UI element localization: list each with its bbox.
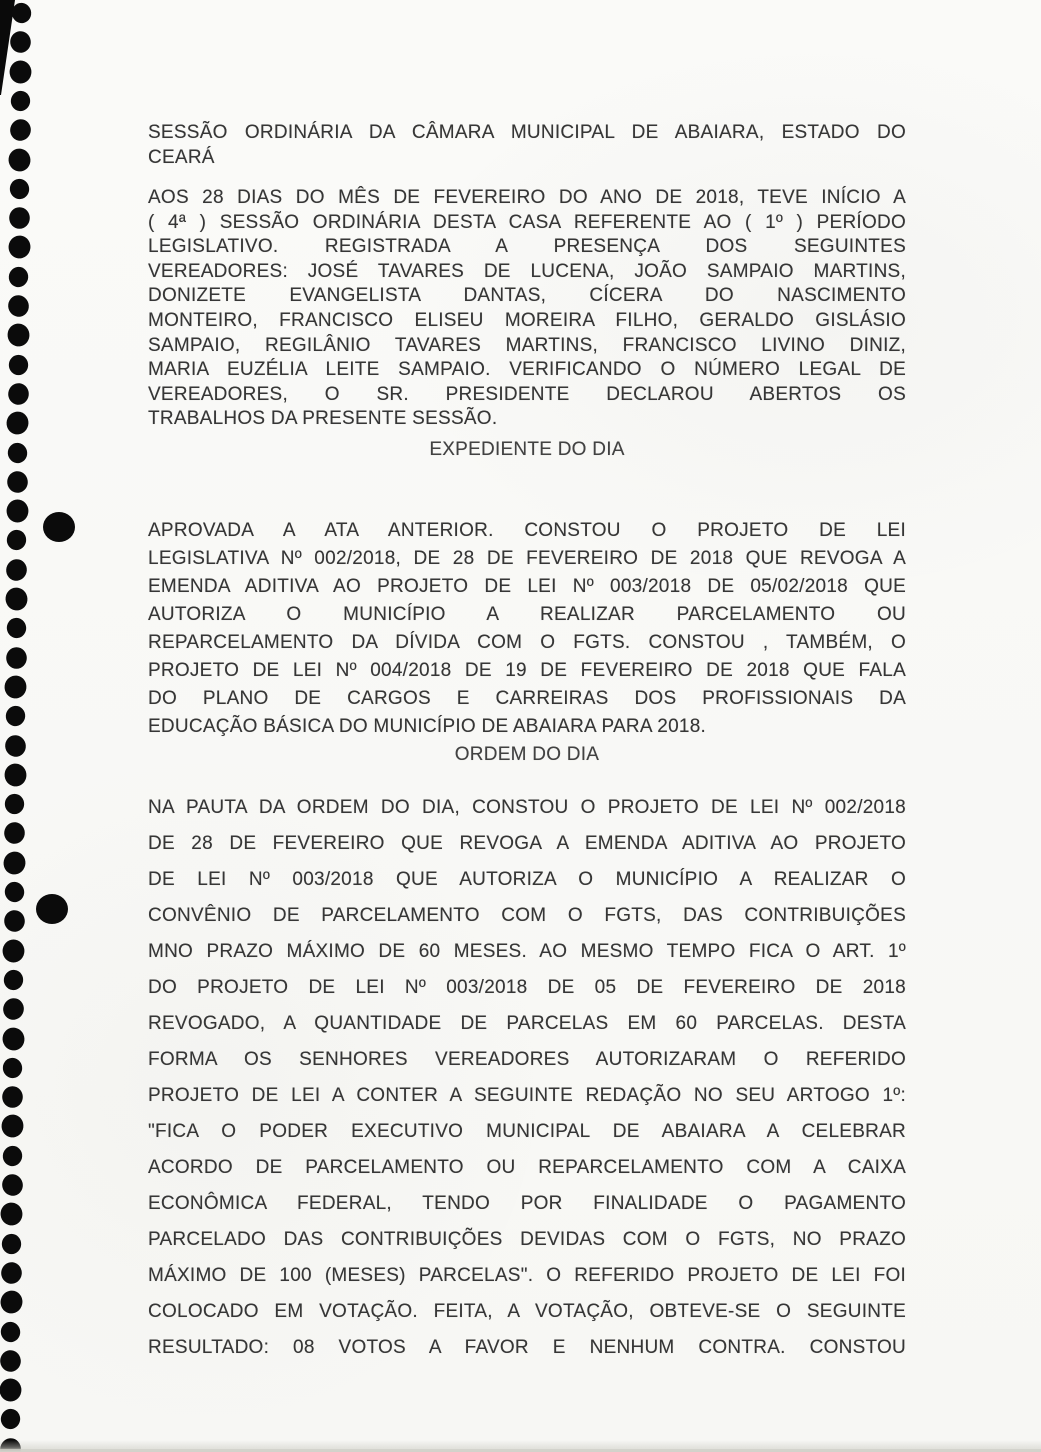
text-line: VEREADORES, O SR. PRESIDENTE DECLAROU ABERTOS OS — [148, 383, 906, 405]
binding-hole — [8, 117, 33, 143]
ordem-paragraph — [148, 790, 906, 1366]
text-line: RESULTADO: 08 VOTOS A FAVOR E NENHUM CONTRA. CONSTOU — [148, 1337, 906, 1358]
text-line: LEGISLATIVO. REGISTRADA A PRESENÇA DOS SEGUINTES — [148, 236, 906, 258]
text-line: "FICA O PODER EXECUTIVO MUNICIPAL DE ABAIARA A CELEBRAR — [148, 1121, 906, 1142]
text-line: EDUCAÇÃO BÁSICA DO MUNICÍPIO DE ABAIARA PARA 2018. — [148, 716, 707, 737]
text-line: COLOCADO EM VOTAÇÃO. FEITA, A VOTAÇÃO, OBTEVE-SE O SEGUINTE — [148, 1301, 906, 1322]
binding-hole — [2, 880, 26, 904]
section-heading-ordem: ORDEM DO DIA — [454, 744, 600, 765]
text-line: CONVÊNIO DE PARCELAMENTO COM O FGTS, DAS CONTRIBUIÇÕES — [148, 905, 906, 926]
binding-hole — [3, 821, 26, 845]
binding-hole — [9, 178, 31, 200]
text-line: AUTORIZA O MUNICÍPIO A REALIZAR PARCELAMENTO OU — [148, 604, 906, 625]
text-line: NA PAUTA DA ORDEM DO DIA, CONSTOU O PROJETO DE LEI Nº 002/2018 — [148, 797, 906, 818]
binding-hole — [0, 1379, 21, 1402]
binding-hole — [4, 557, 29, 583]
text-line: ( 4ª ) SESSÃO ORDINÁRIA DESTA CASA REFERENTE AO ( 1º ) PERÍODO — [148, 211, 906, 233]
text-line: ECONÔMICA FEDERAL, TENDO POR FINALIDADE O PAGAMENTO — [148, 1193, 906, 1214]
binding-hole — [6, 323, 30, 348]
binding-hole — [10, 60, 32, 83]
binding-hole — [6, 500, 28, 523]
text-line: VEREADORES: JOSÉ TAVARES DE LUCENA, JOÃO SAMPAIO MARTINS, — [148, 260, 906, 282]
text-line: LEGISLATIVA Nº 002/2018, DE 28 DE FEVEREIRO DE 2018 QUE REVOGA A — [148, 548, 906, 569]
binding-hole — [4, 674, 28, 699]
text-line: DO PROJETO DE LEI Nº 003/2018 DE 05 DE FEVEREIRO DE 2018 — [148, 977, 906, 998]
binding-hole — [0, 1172, 25, 1198]
binding-hole — [0, 1288, 24, 1315]
binding-hole — [3, 733, 28, 759]
binding-hole — [4, 409, 31, 436]
text-line: PROJETO DE LEI Nº 004/2018 DE 19 DE FEVEREIRO DE 2018 QUE FALA — [148, 660, 906, 681]
text-line: ACORDO DE PARCELAMENTO OU REPARCELAMENTO COM A CAIXA — [148, 1157, 906, 1178]
binding-hole — [6, 647, 27, 669]
text-line: APROVADA A ATA ANTERIOR. CONSTOU O PROJETO DE LEI — [148, 520, 906, 541]
text-line: DE 28 DE FEVEREIRO QUE REVOGA A EMENDA ADITIVA AO PROJETO — [148, 833, 906, 854]
binding-hole — [3, 762, 27, 787]
binding-hole — [6, 440, 30, 464]
binding-hole — [7, 146, 34, 173]
binding-hole — [1, 849, 28, 876]
binding-hole — [0, 1319, 23, 1343]
text-line: PARCELADO DAS CONTRIBUIÇÕES DEVIDAS COM O FGTS, NO PRAZO — [148, 1229, 906, 1250]
binding-hole — [0, 1144, 24, 1168]
text-line: SAMPAIO, REGILÂNIO TAVARES MARTINS, FRANCISCO LIVINO DINIZ, — [148, 334, 906, 356]
punch-hole-mark — [36, 894, 68, 924]
binding-hole — [0, 1202, 24, 1227]
binding-hole — [0, 1261, 23, 1285]
text-line: DONIZETE EVANGELISTA DANTAS, CÍCERA DO NASCIMENTO — [148, 285, 906, 307]
binding-hole — [3, 585, 30, 612]
binding-hole — [0, 1114, 24, 1139]
text-line: MNO PRAZO MÁXIMO DE 60 MESES. AO MESMO TEMPO FICA O ART. 1º — [148, 941, 906, 962]
text-line: TRABALHOS DA PRESENTE SESSÃO. — [148, 408, 498, 430]
binding-hole — [9, 30, 32, 54]
binding-hole — [0, 1408, 21, 1430]
binding-hole — [3, 909, 26, 933]
binding-hole — [2, 1086, 23, 1108]
binding-hole — [4, 704, 28, 728]
binding-hole — [9, 207, 30, 229]
binding-hole — [5, 794, 24, 814]
binding-hole — [7, 382, 30, 406]
binding-hole — [7, 265, 31, 289]
text-line: MONTEIRO, FRANCISCO ELISEU MOREIRA FILHO, GERALDO GISLÁSIO — [148, 309, 906, 331]
text-line: MARIA EUZÉLIA LEITE SAMPAIO. VERIFICANDO O NÚMERO LEGAL DE — [148, 359, 906, 381]
section-heading-expediente: EXPEDIENTE DO DIA — [429, 439, 625, 460]
binding-hole — [9, 90, 31, 112]
binding-hole — [2, 1057, 24, 1079]
text-line: PROJETO DE LEI A CONTER A SEGUINTE REDAÇÃO NO SEU ARTOGO 1º: — [148, 1085, 906, 1106]
text-line: DO PLANO DE CARGOS E CARREIRAS DOS PROFISSIONAIS DA — [148, 688, 906, 709]
text-line: SESSÃO ORDINÁRIA DA CÂMARA MUNICIPAL DE ABAIARA, ESTADO DO — [148, 122, 906, 143]
text-line: CEARÁ — [148, 146, 215, 168]
binding-hole — [7, 235, 31, 260]
text-line: REPARCELAMENTO DA DÍVIDA COM O FGTS. CONSTOU , TAMBÉM, O — [148, 632, 906, 653]
text-line: EMENDA ADITIVA AO PROJETO DE LEI Nº 003/2018 DE 05/02/2018 QUE — [148, 576, 906, 597]
text-line: DE LEI Nº 003/2018 QUE AUTORIZA O MUNICÍPIO A REALIZAR O — [148, 869, 906, 890]
binding-hole — [1, 996, 26, 1022]
binding-hole — [0, 1349, 22, 1373]
binding-hole — [9, 354, 28, 374]
binding-hole — [3, 939, 25, 962]
binding-hole — [5, 617, 27, 639]
binding-hole — [3, 969, 25, 991]
binding-hole — [6, 529, 28, 551]
text-line: REVOGADO, A QUANTIDADE DE PARCELAS EM 60 PARCELAS. DESTA — [148, 1013, 906, 1034]
expediente-paragraph — [148, 517, 906, 741]
text-line: AOS 28 DIAS DO MÊS DE FEVEREIRO DO ANO DE 2018, TEVE INÍCIO A — [148, 187, 906, 208]
punch-hole-mark — [43, 512, 75, 542]
text-line: FORMA OS SENHORES VEREADORES AUTORIZARAM O REFERIDO — [148, 1049, 906, 1070]
document-title — [148, 121, 906, 170]
opening-paragraph — [148, 186, 906, 432]
binding-hole — [2, 1233, 21, 1253]
binding-hole — [0, 1025, 27, 1052]
binding-hole — [6, 293, 31, 319]
text-line: MÁXIMO DE 100 (MESES) PARCELAS". O REFERIDO PROJETO DE LEI FOI — [148, 1265, 906, 1286]
binding-hole — [6, 470, 29, 494]
scan-bottom-edge — [0, 1440, 1041, 1452]
